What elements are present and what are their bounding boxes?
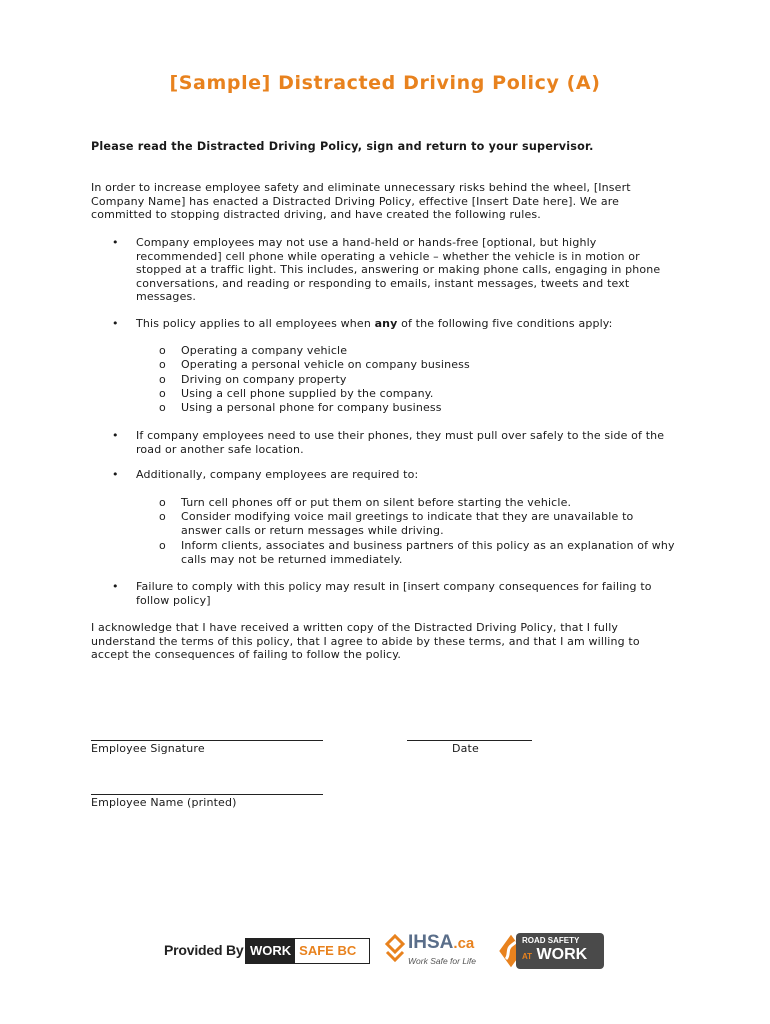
- sub-bullet-icon: o: [159, 373, 166, 386]
- sub-bullet-icon: o: [159, 496, 166, 509]
- sub-bullet-icon: o: [159, 344, 166, 357]
- bullet-icon: •: [112, 236, 119, 249]
- bullet-icon: •: [112, 580, 119, 593]
- emphasis-any: any: [374, 317, 398, 330]
- sub-bullet-icon: o: [159, 510, 166, 523]
- bullet-text: Company employees may not use a hand-held or hands-free [optional, but highly recommended] cell phone while operating a vehicle – whether the vehicle is in motion or stopped at a traffic light. This includes, answering or making phone calls, engaging in phone conversations, and reading or responding to emails, instant messages, tweets and text messages.: [136, 236, 661, 304]
- date-line[interactable]: [407, 740, 532, 741]
- sub-bullet-icon: o: [159, 387, 166, 400]
- date-label: Date: [452, 742, 479, 755]
- worksafebc-logo: WORK SAFE BC: [245, 938, 370, 964]
- sub-bullet-icon: o: [159, 539, 166, 552]
- provided-by-label: Provided By: [164, 942, 244, 958]
- employee-name-label: Employee Name (printed): [91, 796, 237, 809]
- bullet-icon: •: [112, 468, 119, 481]
- signature-line[interactable]: [91, 740, 323, 741]
- bullet-text: This policy applies to all employees when any of the following five conditions apply:: [136, 317, 613, 330]
- document-title: [Sample] Distracted Driving Policy (A): [169, 72, 601, 94]
- sponsor-footer: [0, 930, 770, 975]
- bullet-icon: •: [112, 317, 119, 330]
- bullet-text: Additionally, company employees are required to:: [136, 468, 419, 481]
- instruction-line: Please read the Distracted Driving Policy, sign and return to your supervisor.: [91, 140, 594, 153]
- bullet-icon: •: [112, 429, 119, 442]
- intro-paragraph: In order to increase employee safety and eliminate unnecessary risks behind the wheel, [Insert Company Name] has enacted a Distracted Driving Policy, effective [Insert Date here]. We are committed to stopping distracted driving, and have created the following rules.: [91, 181, 631, 222]
- policy-document: [Sample] Distracted Driving Policy (A) Please read the Distracted Driving Policy, sign and return to your supervisor. In order to increase employee safety and eliminate unnecessary risks behind the wheel, [Insert Company Name] has enacted a Distracted Driving Policy, effective [Insert Date here]. We are committed to stopping distracted driving, and have created the following rules. • Company employees may not use a hand-held or hands-free [optional, but highly recommended] cell phone while operating a vehicle – whether the vehicle is in motion or stopped at a traffic light. This includes, answering or making phone calls, engaging in phone conversations, and reading or responding to emails, instant messages, tweets and text messages. • This policy applies to all employees when any of the following five conditions apply: o Operating a company vehicle o Operating a personal vehicle on company business o Driving on company property o Using a cell phone supplied by the company. o Using a personal phone for company business • If company employees need to use their phones, they must pull over safely to the side of the road or another safe location. • Additionally, company employees are required to: o Turn cell phones off or put them on silent before starting the vehicle. o Consider modifying voice mail greetings to indicate that they are unavailable to answer calls or return messages while driving. o Inform clients, associates and business partners of this policy as an explanation of why calls may not be returned immediately. • Failure to comply with this policy may result in [insert company consequences for failing to follow policy] I acknowledge that I have received a written copy of the Distracted Driving Policy, that I fully understand the terms of this policy, that I agree to abide by these terms, and that I am willing to accept the consequences of failing to follow the policy. Employee Signature Date Employee Name (printed) Provided By WORK SAFE BC IHSA.ca Work Safe for Life ROAD SAFETY AT WORK: [0, 0, 770, 1024]
- printed-name-line[interactable]: [91, 794, 323, 795]
- road-safety-at-work-logo: ROAD SAFETY AT WORK: [496, 930, 608, 972]
- sub-bullet-icon: o: [159, 401, 166, 414]
- ihsa-mark-icon: [383, 934, 407, 964]
- bullet-text: Failure to comply with this policy may result in [insert company consequences for failing to follow policy]: [136, 580, 652, 607]
- employee-signature-label: Employee Signature: [91, 742, 205, 755]
- bullet-text: If company employees need to use their phones, they must pull over safely to the side of the road or another safe location.: [136, 429, 665, 456]
- sub-bullet-icon: o: [159, 358, 166, 371]
- acknowledgement-paragraph: I acknowledge that I have received a written copy of the Distracted Driving Policy, that I fully understand the terms of this policy, that I agree to abide by these terms, and that I am willing to accept the consequences of failing to follow the policy.: [91, 621, 640, 662]
- ihsa-logo: IHSA.ca Work Safe for Life: [383, 930, 493, 974]
